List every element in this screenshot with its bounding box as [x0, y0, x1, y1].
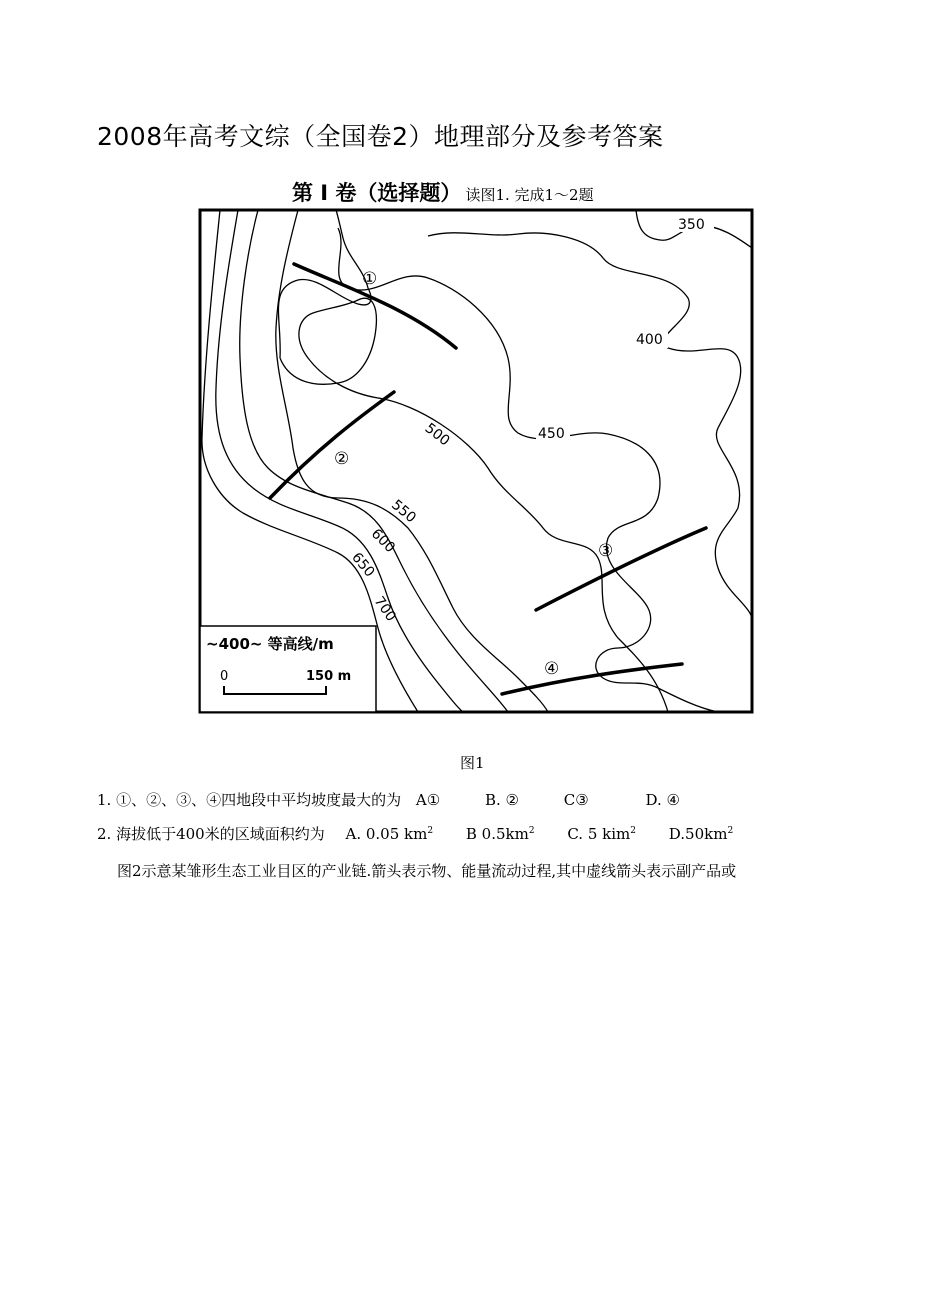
question-1-option-c: C③ — [563, 791, 589, 809]
question-2-option-c: C. 5 kim$^2$ — [567, 825, 636, 843]
contour-label-700: 700 — [370, 593, 400, 625]
section-heading: 第 I 卷（选择题） — [292, 181, 462, 205]
legend-text: ~400~ 等高线/m — [206, 635, 334, 653]
question-1 — [97, 789, 680, 810]
contour-line-400 — [428, 233, 753, 628]
contour-label-600: 600 — [367, 525, 399, 557]
question-2-option-a: A. 0.05 $km^2$ — [345, 825, 434, 843]
question-2 — [97, 823, 733, 844]
figure-2-intro: 图2示意某雏形生态工业目区的产业链.箭头表示物、能量流动过程,其中虚线箭头表示副产品或 — [117, 862, 737, 880]
transect-4 — [502, 664, 682, 694]
section-heading-line — [292, 177, 594, 207]
contour-label-500: 500 — [421, 420, 453, 450]
scale-end: 150 m — [306, 669, 352, 684]
document-title: 2008年高考文综（全国卷2）地理部分及参考答案 — [97, 122, 664, 151]
contour-label-650: 650 — [348, 549, 378, 581]
site-label-2: ② — [334, 449, 350, 469]
site-label-3: ③ — [598, 541, 614, 561]
question-1-option-d: D. ④ — [645, 791, 680, 809]
contour-label-450: 450 — [538, 426, 565, 442]
map-legend — [200, 626, 376, 712]
contour-label-350: 350 — [678, 217, 705, 233]
contour-label-400: 400 — [636, 332, 663, 348]
scale-start: 0 — [220, 669, 229, 684]
question-1-option-b: B. ② — [484, 791, 519, 809]
site-label-1: ① — [362, 269, 378, 289]
question-1-option-a: A① — [415, 791, 441, 809]
question-2-stem: 2. 海拔低于400米的区域面积约为 — [97, 825, 325, 843]
question-2-option-b: B $0.5km^2$ — [465, 825, 535, 843]
site-label-4: ④ — [544, 659, 560, 679]
contour-line-450 — [338, 228, 718, 712]
figure-caption: 图1 — [460, 754, 485, 772]
question-1-stem: 1. ①、②、③、④四地段中平均坡度最大的为 — [97, 791, 402, 809]
contour-label-550: 550 — [388, 496, 419, 527]
question-2-option-d: $D.50km^2$ — [668, 825, 734, 843]
contour-map — [198, 208, 754, 714]
section-instruction: 读图1. 完成1～2题 — [465, 186, 594, 204]
